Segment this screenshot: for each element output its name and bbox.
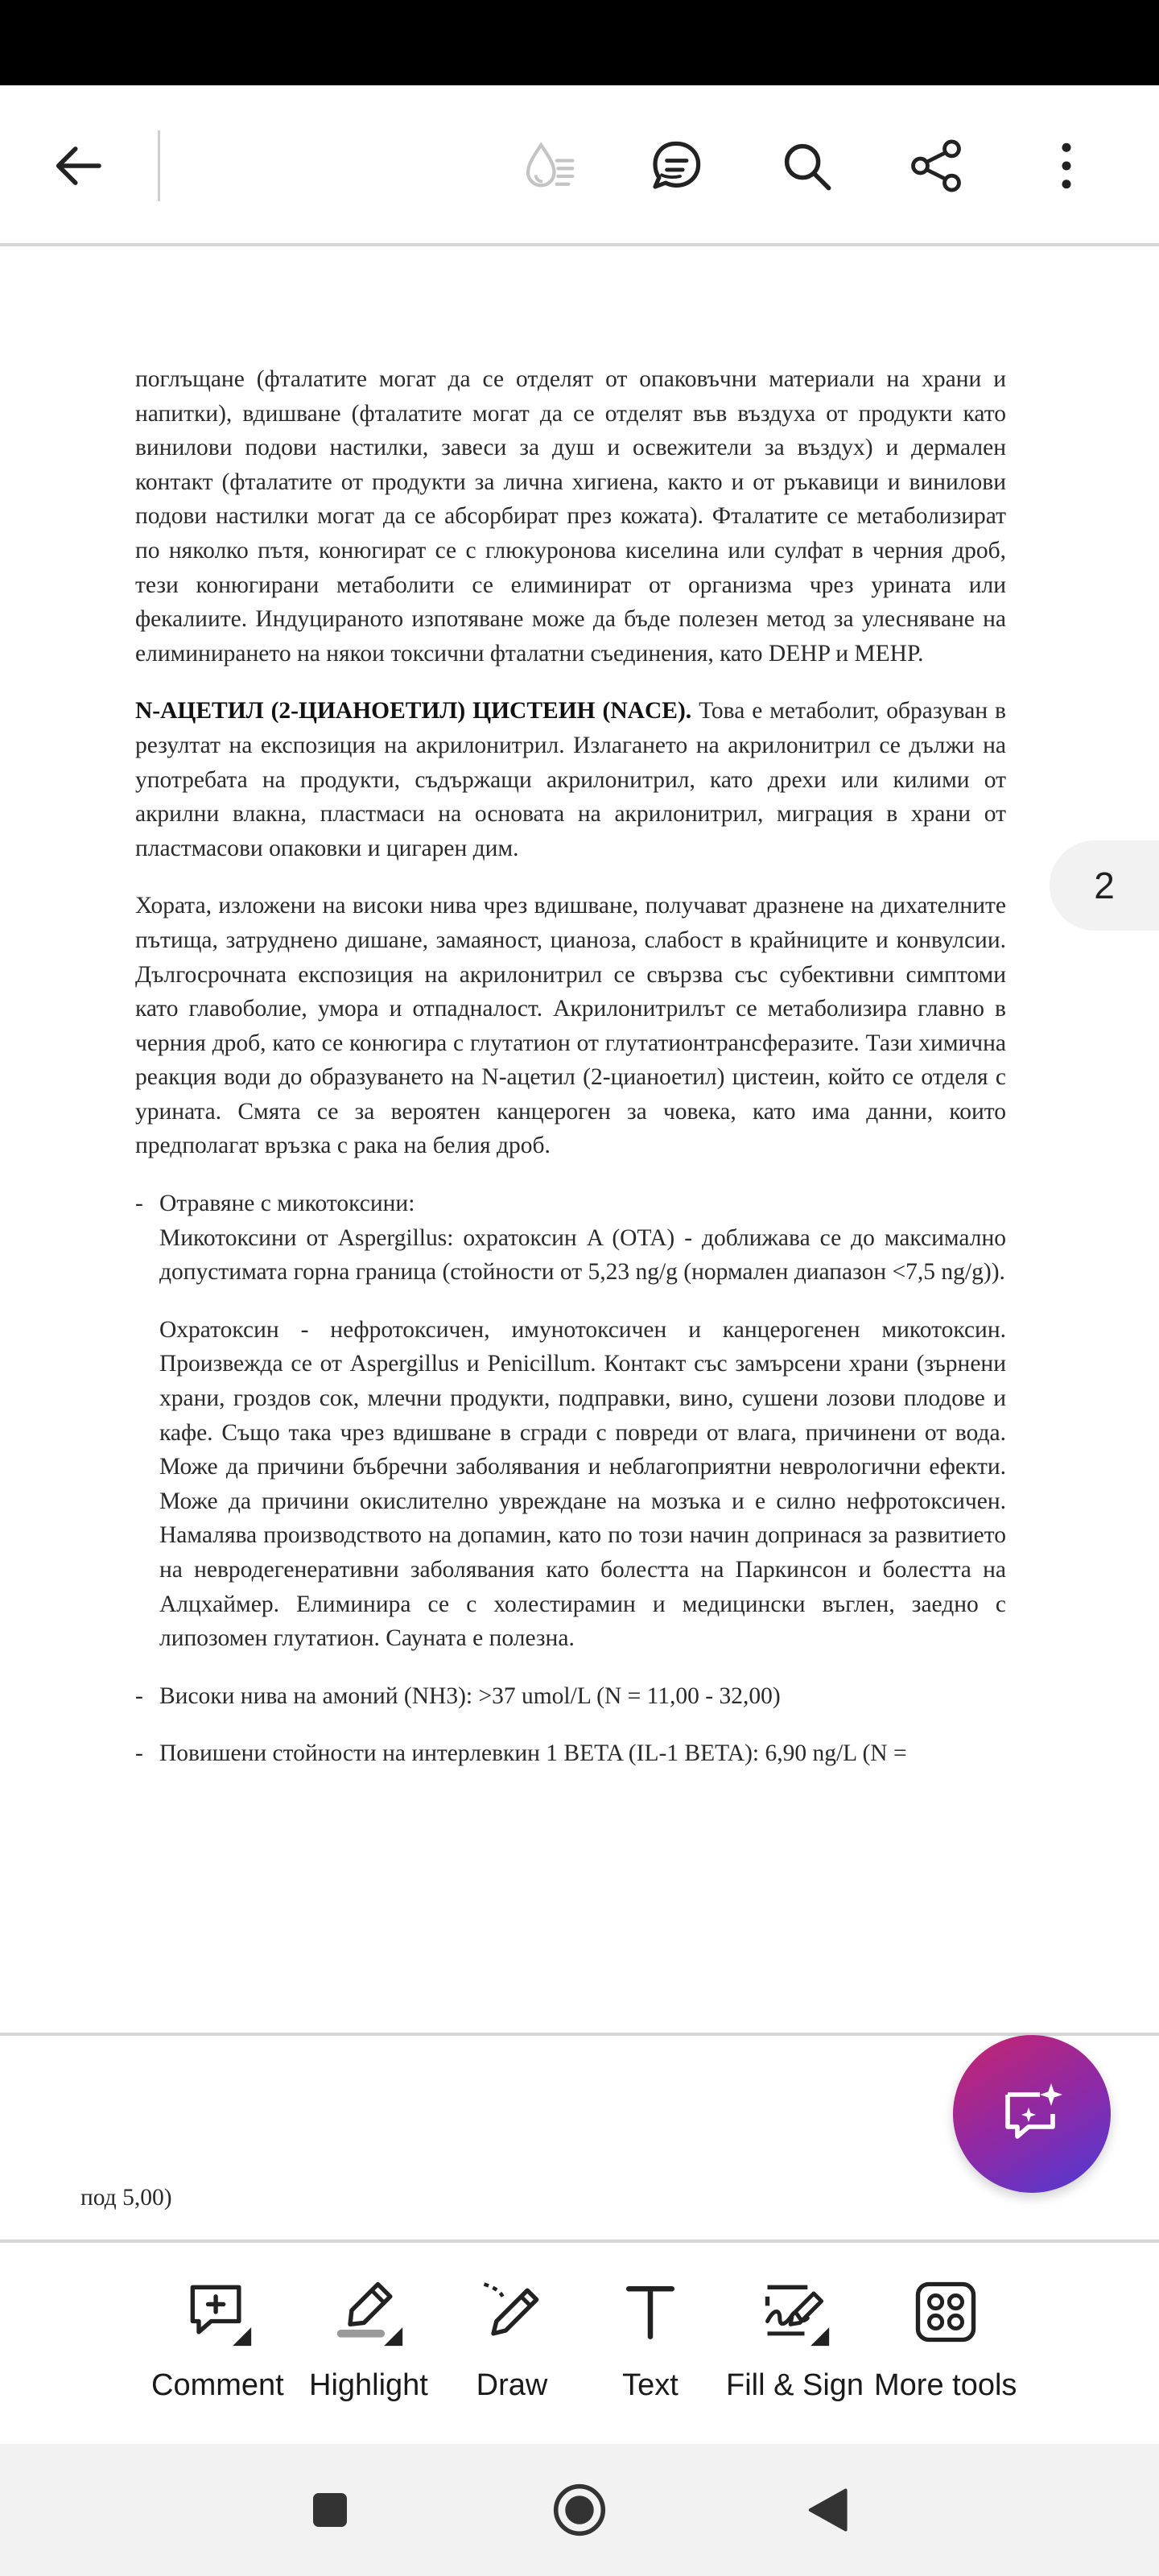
text-icon (613, 2275, 687, 2349)
ai-assistant-icon (993, 2075, 1070, 2153)
comments-icon (645, 134, 707, 197)
draw-icon (475, 2275, 549, 2349)
home-icon (550, 2480, 609, 2540)
paragraph-acrylonitrile: Хората, изложени на високи нива чрез вдишване, получават дразнене на дихателните пътища, затруднено дишане, замаяност, цианоза, слабост в крайниците и конвулсии. Дългосрочната експозиция на акрилонитрил се свързва със субективни симптоми като главоболие, умора и отпадналост. Акрилонитрилът се метаболизира главно в черния дроб, като се конюгира с глутатион от глутатионтрансферазите. Тази химична реакция води до образуването на N-ацетил (2-цианоетил) цистеин, който се отделя с урината. Смята се за вероятен канцероген за човека, като има данни, които предполагат връзка с рака на белия дроб. (135, 893, 1006, 1159)
search-button[interactable] (762, 122, 851, 210)
back-triangle-icon (804, 2485, 854, 2535)
status-bar (0, 0, 1159, 85)
comment-icon (180, 2275, 254, 2349)
bullet-dash: - (135, 1191, 143, 1217)
comments-button[interactable] (632, 122, 720, 210)
tool-draw[interactable] (475, 2275, 549, 2403)
bottom-tools-bar (0, 2240, 1159, 2444)
bullet-interleukin-text: Повишени стойности на интерлевкин 1 BETA (IL-1 BETA): 6,90 ng/L (N = (159, 1740, 907, 1767)
share-icon (905, 134, 967, 197)
nace-heading: N-АЦЕТИЛ (2-ЦИАНОЕТИЛ) ЦИСТЕИН (NACE). (135, 698, 692, 724)
paragraph-ochratoxin: Охратоксин - нефротоксичен, имунотоксичен и канцерогенен микотоксин. Произвежда се от Aspergillus и Penicillum. Контакт със замърсени храни (зърнени храни, гроздов сок, млечни продукти, подправки, вино, сушени лозови плодове и кафе. Също така чрез вдишване в сгради с повреди от влага, причинени от вода. Може да причини бъбречни заболявания и неблагоприятни неврологични ефекти. Може да причини окислително увреждане на мозъка и е силно нефротоксичен. Намалява производството на допамин, като по този начин допринася за развитието на невродегенеративни заболявания като болестта на Паркинсон и болестта на Алцхаймер. Елиминира се с холестирамин и медицински въглен, заедно с липозомен глутатион. Сауната е полезна. (159, 1316, 1006, 1652)
ai-assistant-button[interactable] (953, 2035, 1111, 2193)
back-nav-button[interactable] (797, 2478, 861, 2542)
reading-mode-button[interactable] (505, 122, 593, 210)
tool-comment[interactable] (151, 2275, 284, 2403)
next-page-text: под 5,00) (80, 2185, 172, 2211)
toolbar-divider (158, 130, 160, 201)
bullet-dash: - (135, 1682, 143, 1709)
tool-more-tools[interactable] (874, 2275, 1017, 2403)
bullet-mycotoxins-text: Микотоксини от Aspergillus: охратоксин A (OTA) - доближава се до максимално допустимата горна граница (стойности от 5,23 ng/g (нормален диапазон <7,5 ng/g)). (159, 1224, 1006, 1286)
more-options-button[interactable] (1022, 122, 1111, 210)
paragraph-phthalates: поглъщане (фталатите могат да се отделят от опаковъчни материали на храни и напитки), вдишване (фталатите могат да се отделят във въздуха от продукти като винилови подови настилки, завеси за душ и освежители за въздух) и дермален контакт (фталатите от продукти за лична хигиена, както и от ръкавици и винилови подови настилки могат да се абсорбират през кожата). Фталатите се метаболизират по няколко пътя, конюгират се с глюкуронова киселина или сулфат в черния дроб, тези конюгирани метаболити се елиминират от организма чрез урината или фекалиите. Индуцираното изпотяване може да бъде полезен метод за улесняване на елиминирането на някои токсични фталатни съединения, като DEHP и MEHP. (135, 366, 1006, 667)
share-button[interactable] (892, 122, 980, 210)
fill-sign-icon (758, 2275, 832, 2349)
system-nav-bar (0, 2444, 1159, 2576)
tool-label: Text (622, 2368, 678, 2402)
arrow-left-icon (47, 134, 109, 197)
bullet-dash: - (135, 1740, 143, 1767)
bullet-ammonia (135, 1679, 1006, 1714)
recents-button[interactable] (298, 2478, 362, 2542)
more-tools-icon (909, 2275, 983, 2349)
paragraph-nace (135, 694, 1006, 865)
back-button[interactable] (34, 122, 122, 210)
tool-label: Comment (151, 2368, 284, 2402)
tool-fill-sign[interactable] (726, 2275, 864, 2403)
highlight-icon (332, 2275, 406, 2349)
search-icon (775, 134, 838, 197)
document-viewer[interactable] (0, 250, 1159, 2033)
bullet-mycotoxins (135, 1187, 1006, 1290)
tool-text[interactable] (613, 2275, 687, 2403)
page-content (135, 362, 1006, 1771)
tool-label: Fill & Sign (726, 2368, 864, 2402)
top-toolbar (0, 85, 1159, 246)
nace-text: Това е метаболит, образуван в резултат на експозиция на акрилонитрил. Излагането на акрилонитрил се дължи на употребата на продукти, съдържащи акрилонитрил, като дрехи или килими от акрилни влакна, пластмаси на основата на акрилонитрил, миграция в храни от пластмасови опаковки и цигарен дим. (135, 698, 1006, 861)
page-number-indicator[interactable]: 2 (1050, 840, 1159, 931)
bullet-ammonia-text: Високи нива на амоний (NH3): >37 umol/L (N = 11,00 - 32,00) (159, 1682, 781, 1709)
tool-label: More tools (874, 2368, 1017, 2402)
home-button[interactable] (547, 2478, 612, 2542)
tool-label: Highlight (309, 2368, 428, 2402)
tool-label: Draw (476, 2368, 548, 2402)
bullet-mycotoxins-title: Отравяне с микотоксини: (159, 1191, 415, 1217)
tool-highlight[interactable] (309, 2275, 428, 2403)
recents-icon (307, 2487, 353, 2533)
reading-mode-icon (518, 134, 580, 197)
more-vertical-icon (1035, 134, 1098, 197)
bullet-interleukin (135, 1736, 1006, 1771)
